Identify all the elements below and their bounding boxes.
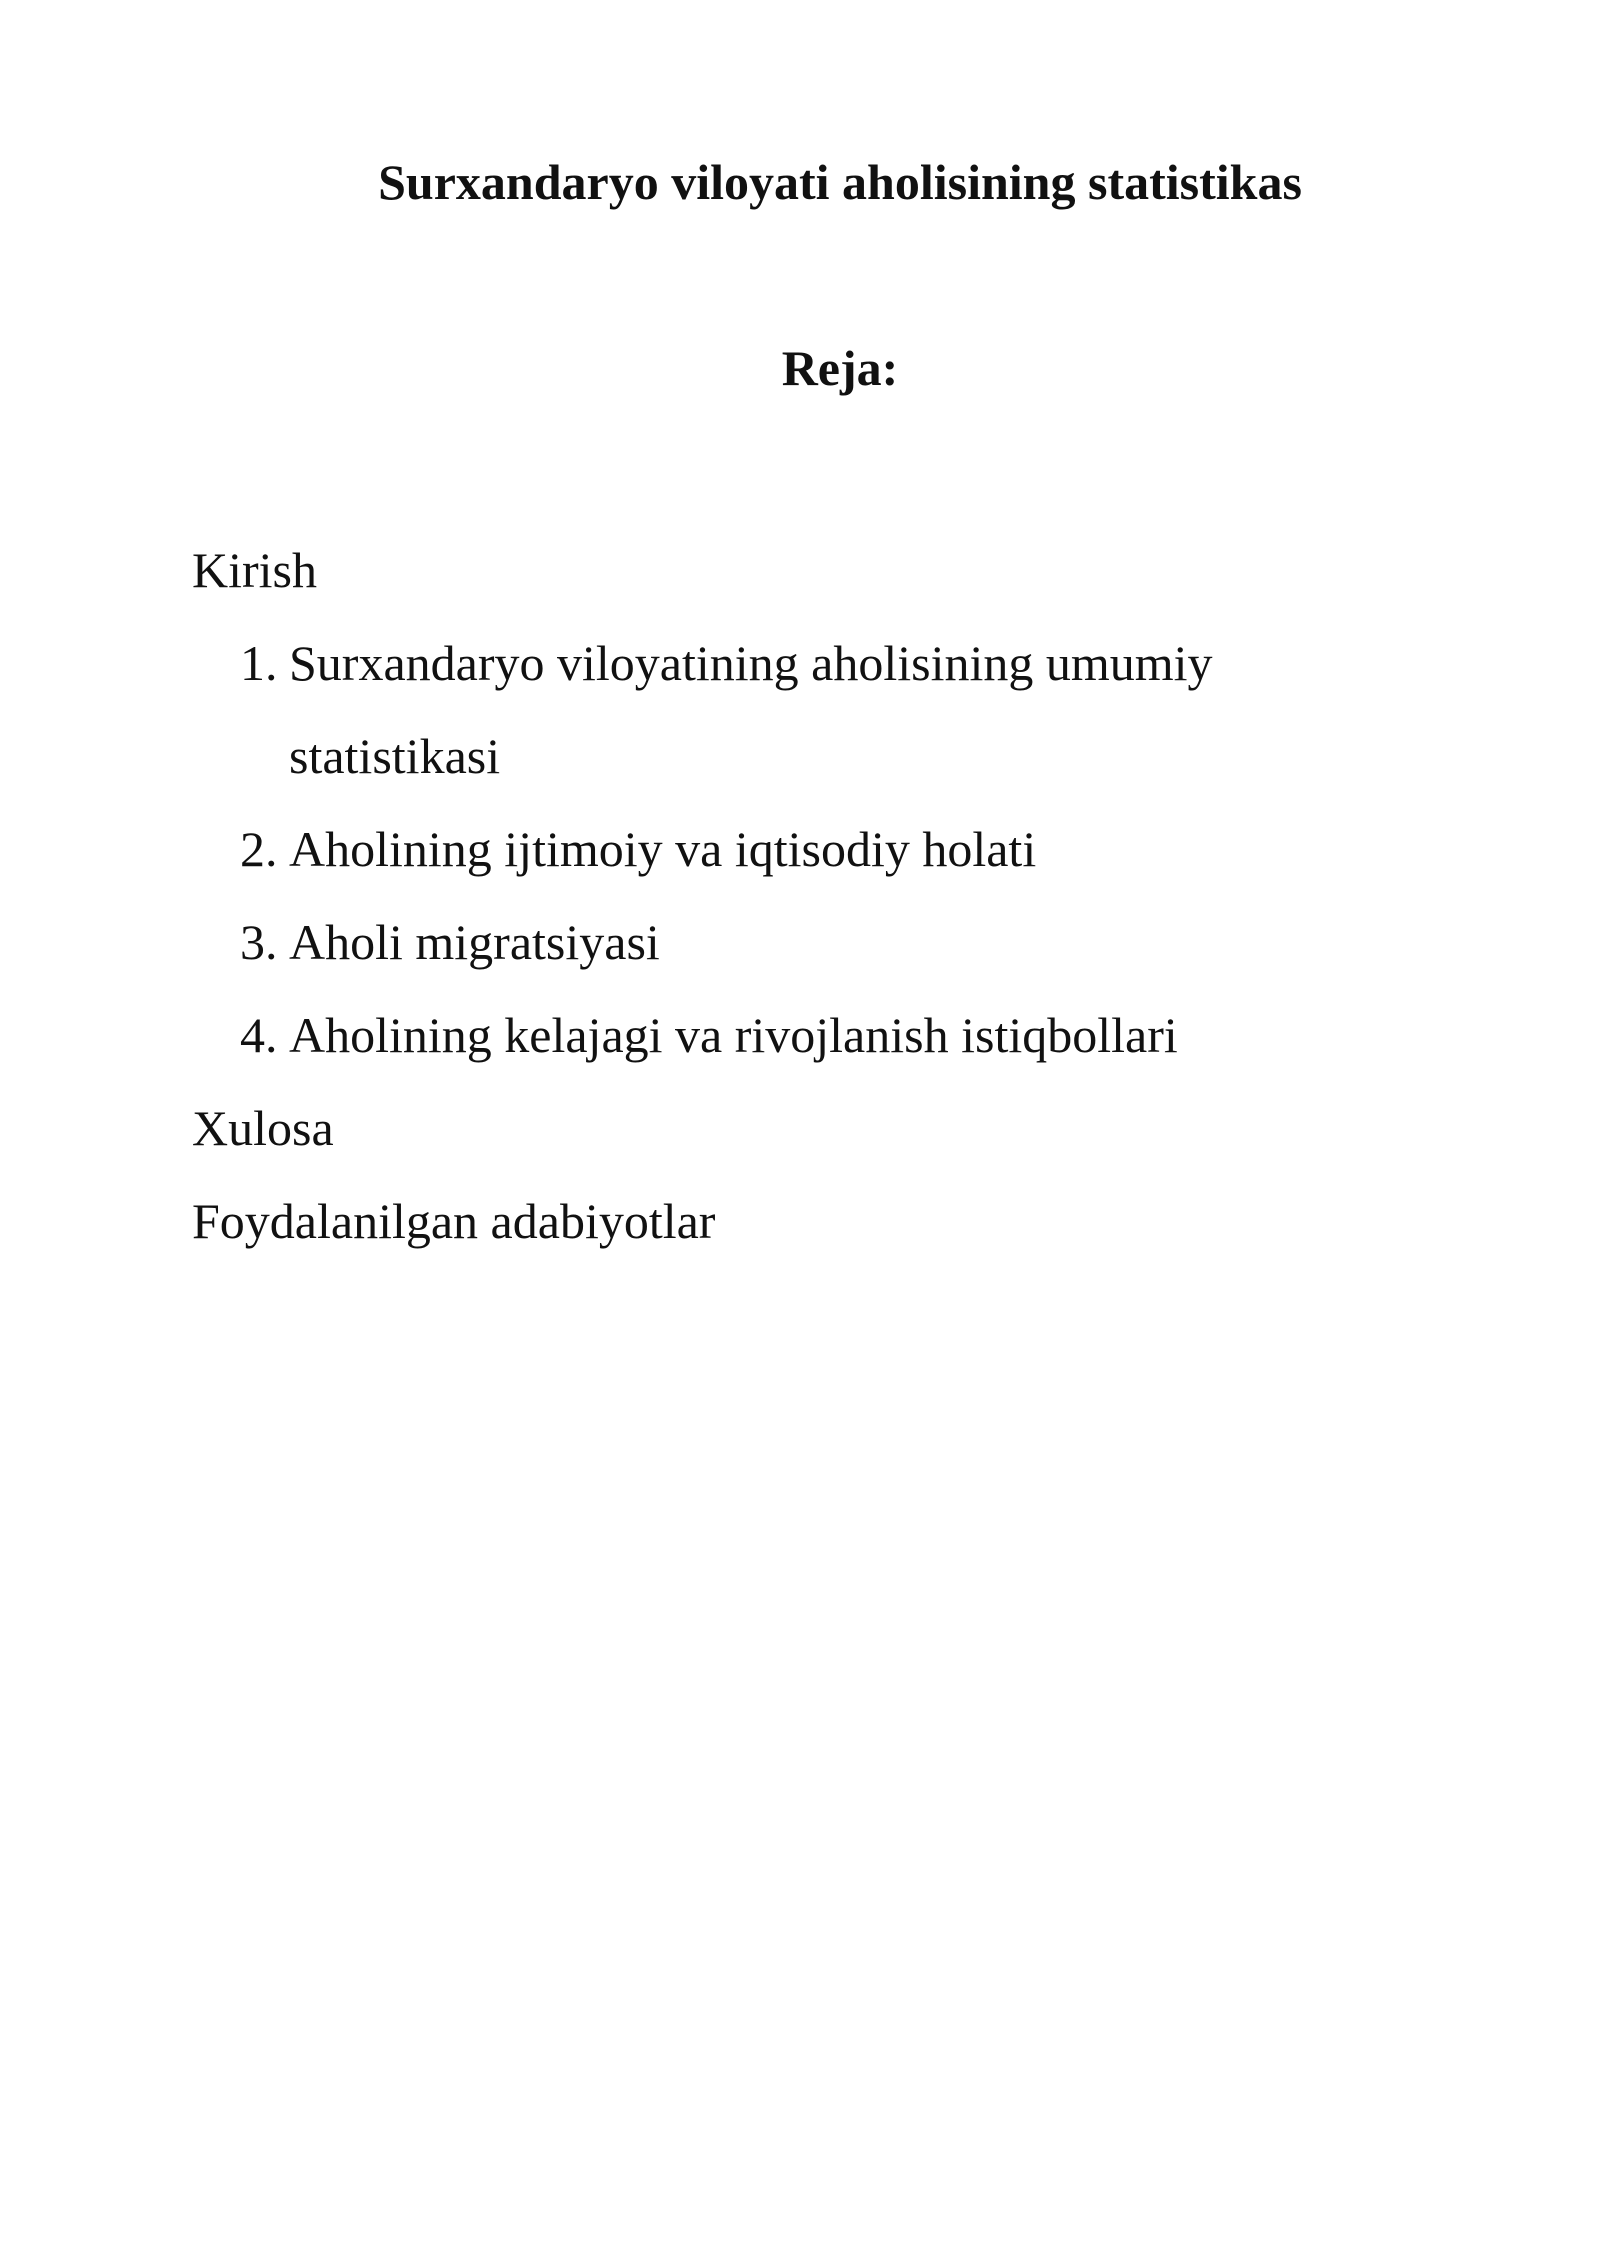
list-item-number: 1. xyxy=(240,635,278,691)
list-item-number: 3. xyxy=(240,914,278,970)
plan-intro: Kirish xyxy=(192,542,317,598)
document-title: Surxandaryo viloyati aholisining statistikas xyxy=(378,154,1302,210)
list-item xyxy=(192,989,1289,1082)
list-item xyxy=(192,803,1289,896)
list-item-text: Aholining ijtimoiy va iqtisodiy holati xyxy=(289,821,1037,877)
plan-list xyxy=(192,617,1412,1082)
plan-references: Foydalanilgan adabiyotlar xyxy=(192,1193,716,1249)
list-item-text: Surxandaryo viloyatining aholisining umumiy xyxy=(289,635,1213,691)
list-item-text: Aholi migratsiyasi xyxy=(289,914,660,970)
plan-heading: Reja: xyxy=(781,340,899,396)
list-item-text: Aholining kelajagi va rivojlanish istiqbollari xyxy=(289,1007,1178,1063)
list-item-number: 4. xyxy=(240,1007,278,1063)
list-item-text-continued: statistikasi xyxy=(289,728,501,784)
plan-body xyxy=(192,524,1412,1268)
plan-conclusion: Xulosa xyxy=(192,1100,334,1156)
list-item xyxy=(192,617,1289,803)
list-item-number: 2. xyxy=(240,821,278,877)
list-item xyxy=(192,896,1289,989)
